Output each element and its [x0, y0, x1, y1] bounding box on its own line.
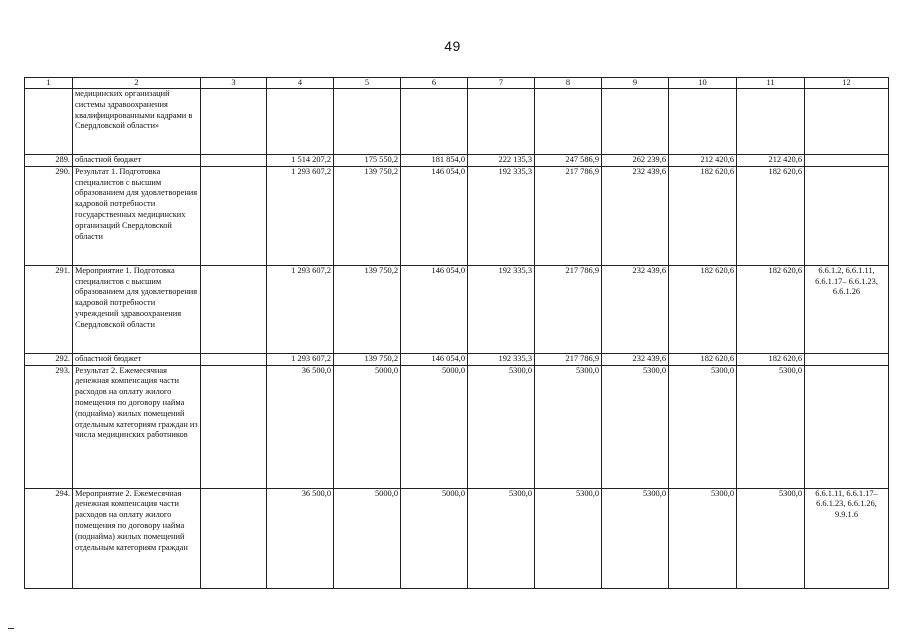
value-col-7	[468, 89, 535, 155]
value-col-6: 146 054,0	[401, 353, 468, 365]
value-col-8: 217 786,9	[535, 166, 602, 265]
value-col-10: 212 420,6	[669, 155, 737, 167]
row-col3	[201, 265, 267, 353]
table-row	[25, 265, 889, 353]
column-header-6: 6	[401, 78, 468, 89]
value-col-8: 217 786,9	[535, 353, 602, 365]
value-col-5: 5000,0	[334, 488, 401, 588]
row-reference	[805, 353, 889, 365]
value-col-6: 146 054,0	[401, 265, 468, 353]
column-header-5: 5	[334, 78, 401, 89]
row-reference	[805, 89, 889, 155]
column-header-1: 1	[25, 78, 73, 89]
row-col3	[201, 89, 267, 155]
value-col-8: 5300,0	[535, 365, 602, 488]
row-col3	[201, 488, 267, 588]
row-reference	[805, 155, 889, 167]
value-col-6: 5000,0	[401, 365, 468, 488]
value-col-10: 182 620,6	[669, 265, 737, 353]
value-col-8: 217 786,9	[535, 265, 602, 353]
row-number: 292.	[25, 353, 73, 365]
value-col-8	[535, 89, 602, 155]
row-reference	[805, 365, 889, 488]
value-col-9	[602, 89, 669, 155]
row-number: 291.	[25, 265, 73, 353]
row-reference: 6.6.1.11, 6.6.1.17– 6.6.1.23, 6.6.1.26, 9.9.1.6	[805, 488, 889, 588]
value-col-6: 5000,0	[401, 488, 468, 588]
row-col3	[201, 166, 267, 265]
value-col-9: 232 439,6	[602, 265, 669, 353]
row-name: Результат 1. Подготовка специалистов с высшим образованием для удовлетворения кадровой потребности государственных медицинских организаций Свердловской области	[73, 166, 201, 265]
row-name: Мероприятие 1. Подготовка специалистов с высшим образованием для удовлетворения кадровой потребности учреждений здравоохранения Свердловской области	[73, 265, 201, 353]
row-number	[25, 89, 73, 155]
budget-table	[24, 77, 889, 589]
value-col-9: 5300,0	[602, 488, 669, 588]
value-col-10	[669, 89, 737, 155]
value-col-5: 139 750,2	[334, 353, 401, 365]
value-col-7: 192 335,3	[468, 265, 535, 353]
value-col-5: 139 750,2	[334, 166, 401, 265]
row-number: 294.	[25, 488, 73, 588]
value-col-11: 5300,0	[737, 365, 805, 488]
table-body	[25, 89, 889, 589]
row-number: 289.	[25, 155, 73, 167]
value-col-6: 146 054,0	[401, 166, 468, 265]
value-col-7: 222 135,3	[468, 155, 535, 167]
row-col3	[201, 365, 267, 488]
value-col-10: 182 620,6	[669, 353, 737, 365]
value-col-6	[401, 89, 468, 155]
column-header-7: 7	[468, 78, 535, 89]
value-col-11: 212 420,6	[737, 155, 805, 167]
page-number: 49	[444, 38, 461, 54]
table-header-row	[25, 78, 889, 89]
value-col-11: 182 620,6	[737, 166, 805, 265]
value-col-7: 5300,0	[468, 365, 535, 488]
column-header-8: 8	[535, 78, 602, 89]
value-col-5	[334, 89, 401, 155]
table-row	[25, 488, 889, 588]
value-col-10: 5300,0	[669, 488, 737, 588]
column-header-12: 12	[805, 78, 889, 89]
row-name: областной бюджет	[73, 155, 201, 167]
row-number: 293.	[25, 365, 73, 488]
value-col-9: 5300,0	[602, 365, 669, 488]
table-row	[25, 365, 889, 488]
row-reference: 6.6.1.2, 6.6.1.11, 6.6.1.17– 6.6.1.23, 6.6.1.26	[805, 265, 889, 353]
value-col-11: 5300,0	[737, 488, 805, 588]
value-col-5: 5000,0	[334, 365, 401, 488]
row-col3	[201, 353, 267, 365]
value-col-7: 192 335,3	[468, 353, 535, 365]
value-col-8: 247 586,9	[535, 155, 602, 167]
table-row	[25, 89, 889, 155]
table-row	[25, 166, 889, 265]
value-col-5: 175 550,2	[334, 155, 401, 167]
value-col-11: 182 620,6	[737, 265, 805, 353]
value-col-9: 262 239,6	[602, 155, 669, 167]
value-col-7: 5300,0	[468, 488, 535, 588]
value-col-11	[737, 89, 805, 155]
column-header-11: 11	[737, 78, 805, 89]
value-col-4	[267, 89, 334, 155]
value-col-10: 5300,0	[669, 365, 737, 488]
row-name: Результат 2. Ежемесячная денежная компенсация части расходов на оплату жилого помещения по договору найма (поднайма) жилых помещений отдельным категориям граждан из числа медицинских работников	[73, 365, 201, 488]
value-col-7: 192 335,3	[468, 166, 535, 265]
table-row	[25, 155, 889, 167]
row-name: Мероприятие 2. Ежемесячная денежная компенсация части расходов на оплату жилого помещения по договору найма (поднайма) жилых помещений отдельным категориям граждан	[73, 488, 201, 588]
value-col-4: 36 500,0	[267, 365, 334, 488]
value-col-4: 1 293 607,2	[267, 353, 334, 365]
table-row	[25, 353, 889, 365]
value-col-10: 182 620,6	[669, 166, 737, 265]
footer-mark	[8, 628, 14, 629]
row-number: 290.	[25, 166, 73, 265]
value-col-4: 1 293 607,2	[267, 166, 334, 265]
row-name: медицинских организаций системы здравоохранения квалифицированными кадрами в Свердловской области»	[73, 89, 201, 155]
value-col-4: 1 514 207,2	[267, 155, 334, 167]
column-header-9: 9	[602, 78, 669, 89]
value-col-4: 36 500,0	[267, 488, 334, 588]
value-col-11: 182 620,6	[737, 353, 805, 365]
value-col-8: 5300,0	[535, 488, 602, 588]
column-header-2: 2	[73, 78, 201, 89]
row-reference	[805, 166, 889, 265]
value-col-9: 232 439,6	[602, 353, 669, 365]
value-col-9: 232 439,6	[602, 166, 669, 265]
column-header-3: 3	[201, 78, 267, 89]
value-col-5: 139 750,2	[334, 265, 401, 353]
row-col3	[201, 155, 267, 167]
row-name: областной бюджет	[73, 353, 201, 365]
value-col-6: 181 854,0	[401, 155, 468, 167]
column-header-10: 10	[669, 78, 737, 89]
value-col-4: 1 293 607,2	[267, 265, 334, 353]
column-header-4: 4	[267, 78, 334, 89]
